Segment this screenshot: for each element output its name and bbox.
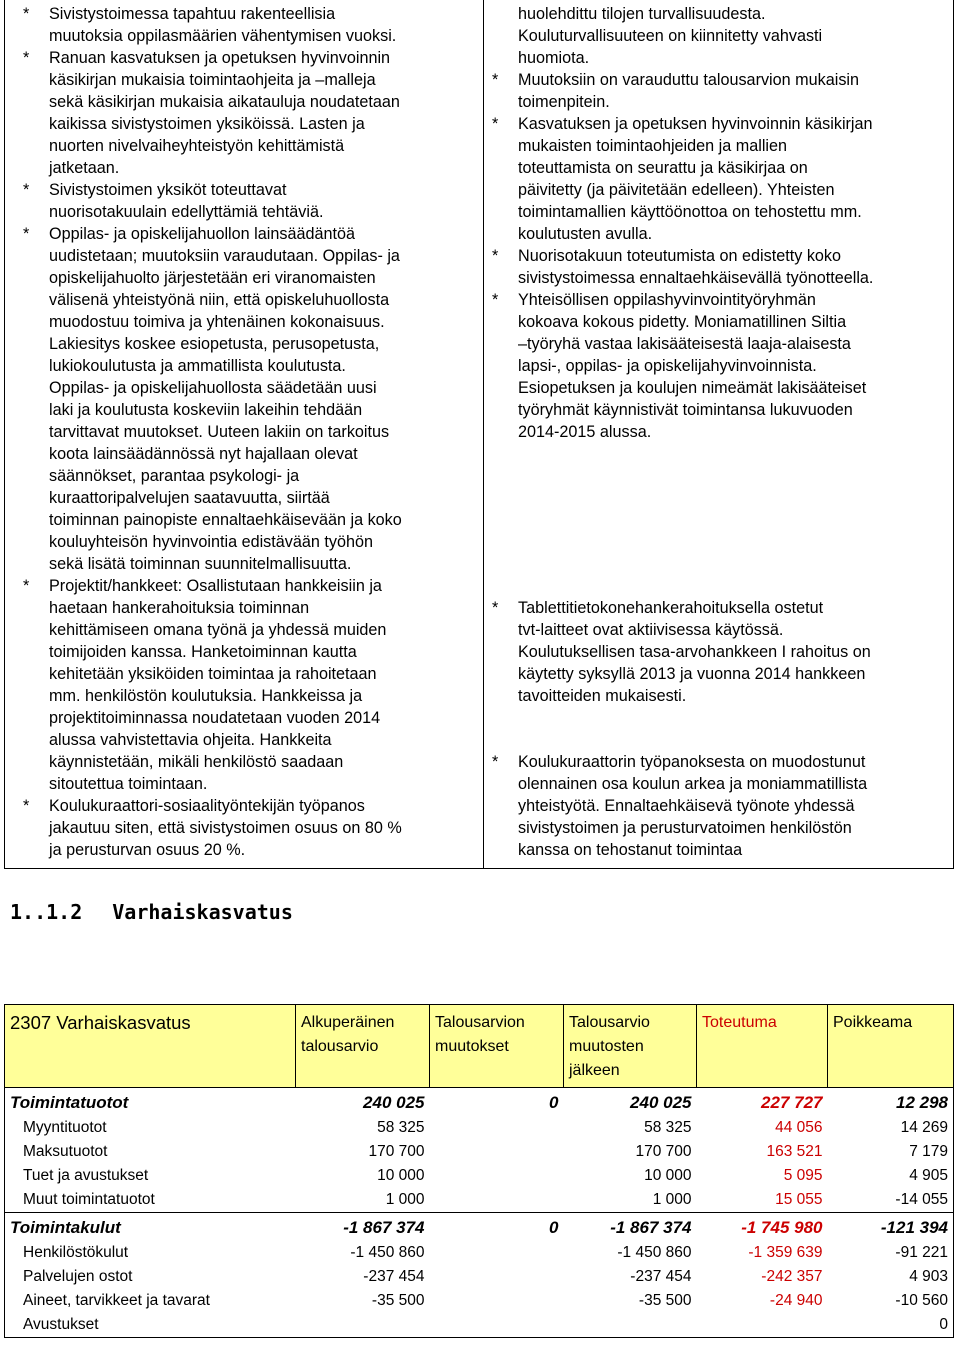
cell-value: -1 867 374 bbox=[296, 1213, 430, 1242]
cell-value: 58 325 bbox=[377, 1119, 425, 1136]
cell-value: -91 221 bbox=[828, 1241, 954, 1265]
spacer bbox=[492, 729, 950, 751]
bullet-star: * bbox=[23, 181, 30, 199]
cell-value bbox=[430, 1241, 564, 1265]
bullet-text: Oppilas- ja opiskelijahuollon lainsäädäntöä uudistetaan; muutoksiin varaudutaan. Oppilas- ja opiskelijahuolto järjestetään eri viranomaisten välisenä yhteistyönä niin, että opiskeluhuollosta muodostuu toimiva ja yhtenäinen kokonaisuus. Lakiesitys koskee esiopetusta, perusopetusta, lukiokoulutusta ja ammatillista koulutusta. Oppilas- ja opiskelijahuollosta säädetään uusi laki ja koulutusta koskeviin lakeihin tehdään tarvittavat muutokset. Uuteen lakiin on tarkoitus koota lainsäädännössä nyt hajallaan olevat säännökset, parantaa psykologi- ja kuraattoripalvelujen saatavuutta, siirtää toiminnan painopiste ennaltaehkäisevään ja koko kouluyhteisön hyvinvointia edistävään työhön sekä lisätä toiminnan suunnitelmallisuutta. bbox=[49, 225, 402, 573]
budget-table-wrap bbox=[4, 1004, 953, 1338]
cell-value bbox=[430, 1265, 564, 1289]
cell-value: 0 bbox=[430, 1088, 564, 1117]
cell-value: -10 560 bbox=[828, 1289, 954, 1313]
cell-value: 170 700 bbox=[635, 1143, 692, 1160]
bullet-star: * bbox=[23, 5, 30, 23]
section-title: Varhaiskasvatus bbox=[112, 900, 293, 924]
table-row bbox=[5, 1116, 954, 1140]
cell-value: 4 905 bbox=[828, 1164, 954, 1188]
table-row bbox=[5, 1241, 954, 1265]
bullet-star: * bbox=[492, 599, 499, 617]
bullet-text: Koulukuraattorin työpanoksesta on muodostunut olennainen osa koulun arkea ja moniammatillista yhteistyötä. Ennaltaehkäisevä työnote yhdessä sivistystoimen ja perusturvatoimen henkilöstön kanssa on tehostanut toimintaa bbox=[518, 753, 868, 859]
bullet-star: * bbox=[492, 247, 499, 265]
cell-value: 15 055 bbox=[775, 1191, 823, 1208]
cell-value: -121 394 bbox=[828, 1213, 954, 1242]
cell-value bbox=[430, 1116, 564, 1140]
table-group-row bbox=[5, 1213, 954, 1242]
col-header-changes: Talousarvion muutokset bbox=[430, 1005, 564, 1088]
col-header-actual: Toteutuma bbox=[697, 1005, 828, 1088]
spacer bbox=[492, 509, 950, 531]
spacer bbox=[492, 487, 950, 509]
bullet-star: * bbox=[492, 71, 499, 89]
spacer bbox=[492, 575, 950, 597]
cell-value: 44 056 bbox=[775, 1119, 823, 1136]
bullet-item bbox=[23, 223, 475, 575]
bullet-star: * bbox=[23, 225, 30, 243]
bullet-star: * bbox=[23, 577, 30, 595]
section-number: 1..1.2 bbox=[10, 900, 83, 924]
cell-value: 10 000 bbox=[644, 1167, 692, 1184]
row-label: Toimintatuotot bbox=[5, 1088, 296, 1117]
cell-value bbox=[564, 1313, 697, 1338]
cell-value: 14 269 bbox=[828, 1116, 954, 1140]
row-label: Tuet ja avustukset bbox=[5, 1164, 296, 1188]
cell-value: -14 055 bbox=[828, 1188, 954, 1213]
cell-value: 240 025 bbox=[564, 1088, 697, 1117]
cell-value: 0 bbox=[430, 1213, 564, 1242]
bullet-item bbox=[492, 597, 950, 707]
bullet-star: * bbox=[492, 115, 499, 133]
table-row bbox=[5, 1164, 954, 1188]
bullet-text: Yhteisöllisen oppilashyvinvointityöryhmän kokoava kokous pidetty. Moniamatillinen Siltia –työryhä vastaa lakisääteisestä laaja-alaisesta lapsi-, oppilas- ja opiskelijahyvinvoinnista. Esiopetuksen ja koulujen nimeämät lakisääteiset työryhmät käynnistivät toimintansa lukuvuoden 2014-2015 alussa. bbox=[518, 291, 867, 441]
cell-value: 5 095 bbox=[783, 1167, 823, 1184]
bullet-item bbox=[492, 3, 950, 69]
bullet-item bbox=[492, 113, 950, 245]
cell-value: 1 000 bbox=[652, 1191, 692, 1208]
table-row bbox=[5, 1188, 954, 1213]
bullet-text: Muutoksiin on varauduttu talousarvion mukaisin toimenpitein. bbox=[518, 71, 860, 111]
cell-value: -35 500 bbox=[371, 1292, 425, 1309]
col-header-after-changes: Talousarvio muutosten jälkeen bbox=[564, 1005, 697, 1088]
row-label: Henkilöstökulut bbox=[5, 1241, 296, 1265]
left-column bbox=[23, 3, 475, 861]
cell-value: -237 454 bbox=[630, 1268, 692, 1285]
bullet-star: * bbox=[23, 797, 30, 815]
table-group-row bbox=[5, 1088, 954, 1117]
row-label: Avustukset bbox=[5, 1313, 296, 1338]
cell-value: -1 450 860 bbox=[350, 1244, 425, 1261]
bullet-item bbox=[23, 575, 475, 795]
table-row bbox=[5, 1289, 954, 1313]
table-row bbox=[5, 1313, 954, 1338]
cell-value: 163 521 bbox=[766, 1143, 823, 1160]
spacer bbox=[492, 465, 950, 487]
cell-value: 227 727 bbox=[697, 1088, 828, 1117]
bullet-item bbox=[492, 751, 950, 861]
bullet-text: Tablettitietokonehankerahoituksella ostetut tvt-laitteet ovat aktiivisessa käytössä. Koulutuksellisen tasa-arvohankkeen I rahoitus on käytetty syksyllä 2013 ja vuonna 2014 hankkeen tavoitteiden mukaisesti. bbox=[518, 599, 871, 705]
col-header-original: Alkuperäinen talousarvio bbox=[296, 1005, 430, 1088]
cell-value: -1 359 639 bbox=[748, 1244, 823, 1261]
row-label: Muut toimintatuotot bbox=[5, 1188, 296, 1213]
bullet-item bbox=[23, 179, 475, 223]
row-label: Palvelujen ostot bbox=[5, 1265, 296, 1289]
cell-value bbox=[430, 1188, 564, 1213]
cell-value: -1 745 980 bbox=[697, 1213, 828, 1242]
bullet-item bbox=[23, 3, 475, 47]
spacer bbox=[492, 531, 950, 553]
budget-table bbox=[4, 1004, 954, 1338]
cell-value bbox=[430, 1289, 564, 1313]
cell-value: 7 179 bbox=[828, 1140, 954, 1164]
cell-value: -35 500 bbox=[638, 1292, 692, 1309]
bullet-star: * bbox=[492, 291, 499, 309]
bullet-item bbox=[492, 289, 950, 443]
cell-value: -1 450 860 bbox=[617, 1244, 692, 1261]
col-header-variance: Poikkeama bbox=[828, 1005, 954, 1088]
bullet-star: * bbox=[492, 753, 499, 771]
table-row bbox=[5, 1265, 954, 1289]
bullet-item bbox=[492, 69, 950, 113]
cell-value: -242 357 bbox=[761, 1268, 823, 1285]
table-row bbox=[5, 1140, 954, 1164]
table-header-row bbox=[5, 1005, 954, 1088]
cell-value: 10 000 bbox=[377, 1167, 425, 1184]
spacer bbox=[492, 443, 950, 465]
cell-value bbox=[430, 1140, 564, 1164]
bullet-text: Nuorisotakuun toteutumista on edistetty koko sivistystoimessa ennaltaehkäisevällä työnotteella. bbox=[518, 247, 874, 287]
section-heading bbox=[10, 900, 293, 924]
cell-value: 58 325 bbox=[644, 1119, 692, 1136]
cell-value: 12 298 bbox=[828, 1088, 954, 1117]
bullet-text: huolehdittu tilojen turvallisuudesta. Kouluturvallisuuteen on kiinnitetty vahvasti huomiota. bbox=[518, 5, 823, 67]
row-label: Aineet, tarvikkeet ja tavarat bbox=[5, 1289, 296, 1313]
bullet-text: Kasvatuksen ja opetuksen hyvinvoinnin käsikirjan mukaisten toimintaohjeiden ja mallien toteuttamista on seurattu ja käsikirjaa on päivitetty (ja päivitetään edelleen). Yhteisten toimintamallien käyttöönottoa on tehostettu mm. koulutusten avulla. bbox=[518, 115, 873, 243]
row-label: Maksutuotot bbox=[5, 1140, 296, 1164]
cell-value: 0 bbox=[828, 1313, 954, 1338]
bullet-text: Sivistystoimessa tapahtuu rakenteellisia muutoksia oppilasmäärien vähentymisen vuoksi. bbox=[49, 5, 397, 45]
cell-value: -1 867 374 bbox=[564, 1213, 697, 1242]
report-text-box bbox=[4, 0, 954, 869]
bullet-text: Ranuan kasvatuksen ja opetuksen hyvinvoinnin käsikirjan mukaisia toimintaohjeita ja –malleja sekä käsikirjan mukaisia aikatauluja noudatetaan kaikissa sivistystoimen yksiköissä. Lasten ja nuorten nivelvaiheyhteistyön kehittämistä jatketaan. bbox=[49, 49, 400, 177]
cell-value bbox=[697, 1313, 828, 1338]
right-column bbox=[492, 3, 950, 861]
cell-value: 1 000 bbox=[385, 1191, 425, 1208]
cell-value bbox=[430, 1313, 564, 1338]
bullet-text: Sivistystoimen yksiköt toteuttavat nuorisotakuulain edellyttämiä tehtäviä. bbox=[49, 181, 324, 221]
spacer bbox=[492, 707, 950, 729]
bullet-item bbox=[23, 795, 475, 861]
cell-value bbox=[296, 1313, 430, 1338]
bullet-text: Projektit/hankkeet: Osallistutaan hankkeisiin ja haetaan hankerahoituksia toiminnan kehittämiseen omana työnä ja yhdessä muiden toimijoiden kanssa. Hanketoiminnan kautta kehitetään yksiköiden toimintaa ja rahoitetaan mm. henkilöstön koulutuksia. Hankkeissa ja projektitoiminnassa noudatetaan vuoden 2014 alussa vahvistettavia ohjeita. Hankkeita käynnistetään, mikäli henkilöstö saadaan sitoutettua toimintaan. bbox=[49, 577, 387, 793]
cell-value: 4 903 bbox=[828, 1265, 954, 1289]
cell-value: -237 454 bbox=[363, 1268, 425, 1285]
bullet-star: * bbox=[23, 49, 30, 67]
spacer bbox=[492, 553, 950, 575]
row-label: Myyntituotot bbox=[5, 1116, 296, 1140]
cell-value: -24 940 bbox=[769, 1292, 823, 1309]
column-divider bbox=[483, 0, 484, 868]
table-title: 2307 Varhaiskasvatus bbox=[5, 1005, 296, 1088]
cell-value: 170 700 bbox=[368, 1143, 425, 1160]
bullet-text: Koulukuraattori-sosiaalityöntekijän työpanos jakautuu siten, että sivistystoimen osuus on 80 % ja perusturvan osuus 20 %. bbox=[49, 797, 402, 859]
cell-value: 240 025 bbox=[296, 1088, 430, 1117]
cell-value bbox=[430, 1164, 564, 1188]
bullet-item bbox=[492, 245, 950, 289]
row-label: Toimintakulut bbox=[5, 1213, 296, 1242]
bullet-item bbox=[23, 47, 475, 179]
